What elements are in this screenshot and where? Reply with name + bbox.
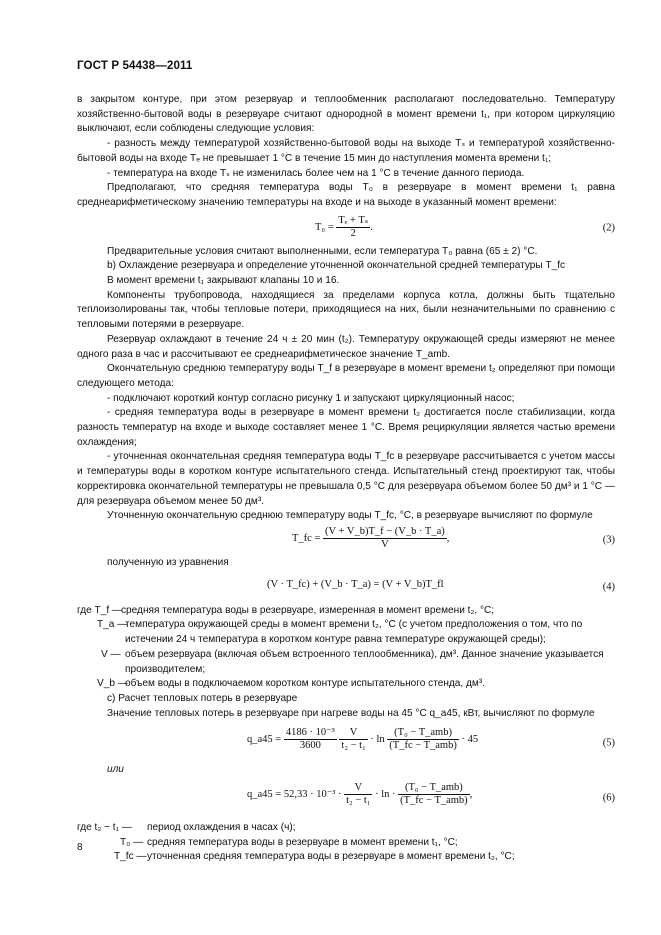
- fraction: $\frac{(V + V\_b)T\_f - (V\_b \cdot T\_a)}{V}$: [325, 525, 445, 550]
- paragraph: или: [107, 764, 124, 776]
- paragraph: Предполагают, что средняя температура воды T₀ в резервуаре в момент времени t₁ равна среднеарифметическому значению температуры на входе и на выходе в указанный момент времени:: [77, 182, 615, 208]
- formula-lhs: T_fc =: [292, 532, 321, 544]
- formula-number: (2): [602, 222, 615, 234]
- document-header: ГОСТ Р 54438—2011: [77, 59, 193, 72]
- formula-4: [77, 573, 615, 601]
- where-item: T_a — температура окружающей среды в момент времени t₂, °С (с учетом предположения о том, что по истечении 24 ч температура в коротком контуре равна температуре окружающей среды);: [97, 619, 583, 646]
- where-list: [77, 604, 615, 692]
- paragraph: В момент времени t₁ закрывают клапаны 10 и 16.: [107, 275, 340, 287]
- where-item: V — объем резервуара (включая объем встроенного теплообменника), дм³. Данное значение указывается производителем;: [101, 648, 604, 675]
- paragraph: Окончательную среднюю температуру воды T_f в резервуаре в момент времени t₂ определяют при помощи следующего метода:: [77, 363, 615, 389]
- paragraph: - разность между температурой хозяйственно-бытовой воды на выходе Tₛ и температурой хозяйственно-бытовой воды на входе Tₑ не превышает 1 °С в течение 15 мин до наступления момента времени t₁;: [77, 138, 615, 164]
- page-content: [77, 93, 615, 865]
- paragraph: Резервуар охлаждают в течение 24 ч ± 20 мин (t₂). Температуру окружающей среды измеряют не менее одного раза в час и рассчитывают ее среднеарифметическое значение T_amb.: [77, 333, 615, 360]
- formula-body: (V · T_fc) + (V_b · T_a) = (V + V_b)T_fl: [267, 578, 444, 590]
- formula-number: (6): [602, 792, 615, 804]
- paragraph: полученную из уравнения: [107, 556, 229, 568]
- paragraph: b) Охлаждение резервуара и определение уточненной окончательной средней температуры T_fc: [107, 260, 566, 272]
- paragraph: в закрытом контуре, при этом резервуар и теплообменник располагают последовательно. Температуру хозяйственно-бытовой воды в резервуаре считают однородной в момент времени t₁, при котором циркуляцию выключают, если соблюдены следующие условия:: [77, 94, 615, 135]
- paragraph: - температура на входе Tₛ не изменилась более чем на 1 °С в течение данного периода.: [107, 167, 525, 179]
- formula-number: (4): [602, 581, 615, 593]
- where-item: T_fc — уточненная средняя температура воды в резервуаре в момент времени t₂, °С;: [114, 851, 515, 863]
- paragraph: - уточненная окончательная средняя температура воды T_fc в резервуаре рассчитывается с учетом массы и температуры воды в коротком контуре испытательного стенда. Испытательный стенд проектируют так, чтобы корректировка окончательной температуры не превышала 0,5 °С для резервуара объемом более 50 дм³ и 1 °С — для резервуара объемом менее 50 дм³.: [77, 451, 615, 507]
- fraction: $\frac{\text{Tₑ + Tₛ}}{2}$: [338, 214, 369, 239]
- page-number: 8: [77, 842, 83, 853]
- formula-6: q_a45 = 52,33 · 10⁻³ · $\frac{V}{\text{t₂ − t₁}}$ · ln · $\frac{\text{(T₀ − T\_amb)}}{\text{(T\_fc − T\_amb)}}$ , (6): [247, 782, 615, 807]
- paragraph: - подключают короткий контур согласно рисунку 1 и запускают циркуляционный насос;: [107, 392, 515, 404]
- where-list-2: [77, 821, 615, 865]
- paragraph: Предварительные условия считают выполненными, если температура T₀ равна (65 ± 2) °С.: [107, 245, 538, 257]
- formula-number: (5): [602, 737, 615, 749]
- paragraph: Значение тепловых потерь в резервуаре при нагреве воды на 45 °С q_a45, кВт, вычисляют по формуле: [107, 707, 595, 719]
- paragraph: c) Расчет тепловых потерь в резервуаре: [107, 692, 298, 704]
- formula-3: T_fc = $\frac{(V + V\_b)T\_f - (V\_b \cdot T\_a)}{V}$ , (3): [292, 525, 615, 550]
- paragraph: Уточненную окончательную среднюю температуру воды T_fc, °С, в резервуаре вычисляют по формуле: [107, 510, 593, 522]
- formula-5: q_a45 = $\frac{\text{4186 · 10⁻³}}{3600}$ $\frac{V}{\text{t₂ − t₁}}$ · ln $\frac{\text{(T₀ − T\_amb)}}{\text{(T\_fc − T\_amb)}}$ · 45 (5): [247, 727, 615, 752]
- where-item: где T_f — средняя температура воды в резервуаре, измеренная в момент времени t₂, °С;: [77, 604, 495, 616]
- paragraph: Компоненты трубопровода, находящиеся за пределами корпуса котла, должны быть тщательно теплоизолированы так, чтобы тепловые потери, приходящиеся на них, были незначительными по сравнению с тепловыми потерями в резервуаре.: [77, 289, 615, 331]
- formula-2: T₀ = $\frac{\text{Tₑ + Tₛ}}{2}$ . (2): [315, 214, 615, 239]
- where-item: где t₂ − t₁ — период охлаждения в часах (ч);: [77, 822, 296, 834]
- formula-lhs: T₀ =: [315, 221, 334, 233]
- where-item: V_b — объем воды в подключаемом коротком контуре испытательного стенда, дм³.: [97, 678, 486, 690]
- paragraph: - средняя температура воды в резервуаре в момент времени t₂ достигается после стабилизации, когда разность температур на входе и выходе составляет менее 1 °С. Время рециркуляции является частью времени охлаждения;: [77, 407, 615, 448]
- formula-number: (3): [602, 534, 615, 546]
- where-item: T₀ — средняя температура воды в резервуаре в момент времени t₁, °С;: [120, 836, 458, 848]
